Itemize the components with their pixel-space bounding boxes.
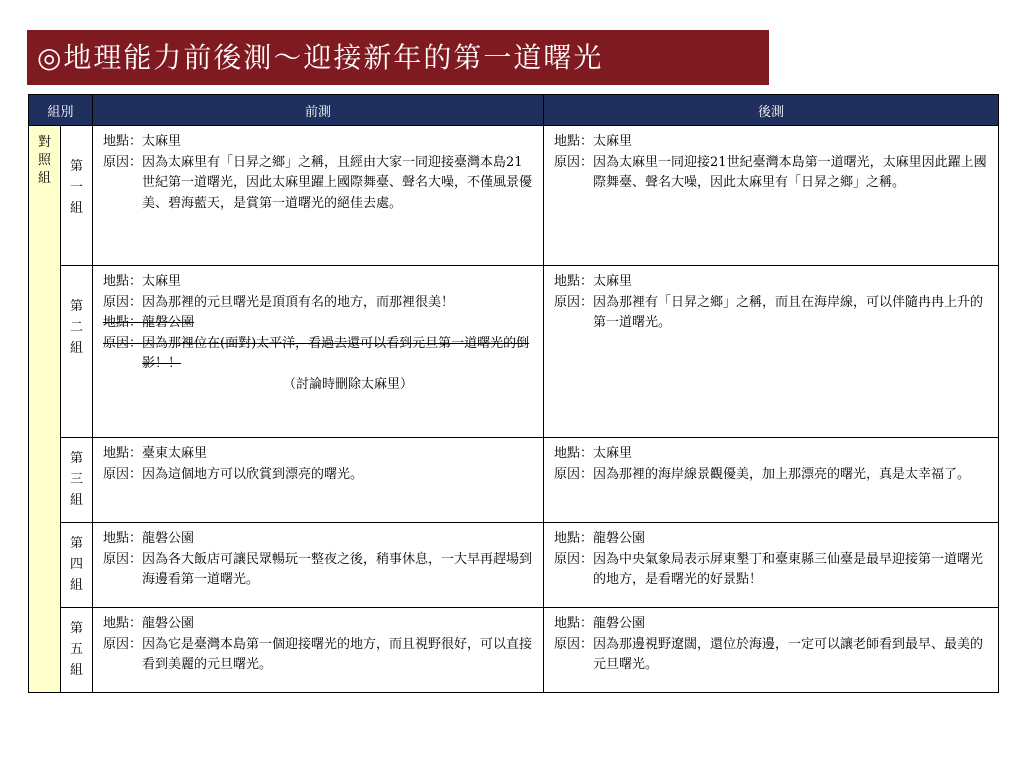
pre-place: 臺東太麻里 xyxy=(142,446,208,461)
pre-reason: 因為各大飯店可讓民眾暢玩一整夜之後，稍事休息，一大早再趕場到海邊看第一道曙光。 xyxy=(142,551,533,587)
group-label: 第 五 組 xyxy=(61,608,93,693)
pre-test-cell: 地點： 太麻里 原因： 因為那裡的元旦曙光是頂頂有名的地方，而那裡很美！ 地點： 龍磐公園 原因： 因為那裡位在(面對)太平洋，看過去還可以看到元旦第一道曙光的倒影！！ （討論時刪除太麻里） xyxy=(93,266,544,438)
page-title: ◎地理能力前後測～迎接新年的第一道曙光 xyxy=(27,30,769,85)
post-test-cell: 地點： 太麻里 原因： 因為那裡的海岸線景觀優美，加上那漂亮的曙光，真是太幸福了。 xyxy=(544,438,999,523)
post-place: 太麻里 xyxy=(593,274,633,289)
post-test-cell: 地點： 龍磐公園 原因： 因為那邊視野遼闊，還位於海邊，一定可以讓老師看到最早、最美的元旦曙光。 xyxy=(544,608,999,693)
table-row xyxy=(29,608,999,693)
post-place: 龍磐公園 xyxy=(593,616,646,631)
deleted-place-line: 地點： 龍磐公園 xyxy=(103,315,195,330)
table-row xyxy=(29,126,999,266)
header-post-test: 後測 xyxy=(544,95,999,126)
table-row xyxy=(29,523,999,608)
pre-place: 太麻里 xyxy=(142,274,182,289)
table-row xyxy=(29,266,999,438)
pre-reason: 因為太麻里有「日昇之鄉」之稱，且經由大家一同迎接臺灣本島21世紀第一道曙光，因此太麻里躍上國際舞臺、聲名大噪，不僅風景優美、碧海藍天，是賞第一道曙光的絕佳去處。 xyxy=(142,154,533,211)
post-reason: 因為中央氣象局表示屏東墾丁和臺東縣三仙臺是最早迎接第一道曙光的地方，是看曙光的好景點！ xyxy=(593,551,984,587)
pre-test-cell: 地點： 臺東太麻里 原因： 因為這個地方可以欣賞到漂亮的曙光。 xyxy=(93,438,544,523)
post-reason: 因為那邊視野遼闊，還位於海邊，一定可以讓老師看到最早、最美的元旦曙光。 xyxy=(593,636,984,672)
group-label: 第 三 組 xyxy=(61,438,93,523)
pre-place: 龍磐公園 xyxy=(142,616,195,631)
post-test-cell: 地點： 龍磐公園 原因： 因為中央氣象局表示屏東墾丁和臺東縣三仙臺是最早迎接第一道曙光的地方，是看曙光的好景點！ xyxy=(544,523,999,608)
post-test-cell: 地點： 太麻里 原因： 因為太麻里一同迎接21世紀臺灣本島第一道曙光，太麻里因此躍上國際舞臺、聲名大噪，因此太麻里有「日昇之鄉」之稱。 xyxy=(544,126,999,266)
post-reason: 因為太麻里一同迎接21世紀臺灣本島第一道曙光，太麻里因此躍上國際舞臺、聲名大噪，因此太麻里有「日昇之鄉」之稱。 xyxy=(593,154,987,190)
pre-place: 龍磐公園 xyxy=(142,531,195,546)
group-label: 第 二 組 xyxy=(61,266,93,438)
pre-place: 太麻里 xyxy=(142,134,182,149)
post-test-cell: 地點： 太麻里 原因： 因為那裡有「日昇之鄉」之稱，而且在海岸線，可以伴隨冉冉上升的第一道曙光。 xyxy=(544,266,999,438)
table-row xyxy=(29,438,999,523)
post-place: 太麻里 xyxy=(593,446,633,461)
pre-reason: 因為那裡的元旦曙光是頂頂有名的地方，而那裡很美！ xyxy=(142,294,455,310)
group-label: 第 一 組 xyxy=(61,126,93,266)
header-group: 組別 xyxy=(29,95,93,126)
header-pre-test: 前測 xyxy=(93,95,544,126)
pre-reason: 因為這個地方可以欣賞到漂亮的曙光。 xyxy=(142,466,364,482)
pre-test-cell: 地點： 龍磐公園 原因： 因為各大飯店可讓民眾暢玩一整夜之後，稍事休息，一大早再趕場到海邊看第一道曙光。 xyxy=(93,523,544,608)
pre-test-cell: 地點： 太麻里 原因： 因為太麻里有「日昇之鄉」之稱，且經由大家一同迎接臺灣本島21世紀第一道曙光，因此太麻里躍上國際舞臺、聲名大噪，不僅風景優美、碧海藍天，是賞第一道曙光的絕佳去處。 xyxy=(93,126,544,266)
table-header-row xyxy=(29,95,999,126)
post-place: 龍磐公園 xyxy=(593,531,646,546)
post-place: 太麻里 xyxy=(593,134,633,149)
deleted-reason-line: 原因： 因為那裡位在(面對)太平洋，看過去還可以看到元旦第一道曙光的倒影！！ xyxy=(103,335,530,371)
post-reason: 因為那裡有「日昇之鄉」之稱，而且在海岸線，可以伴隨冉冉上升的第一道曙光。 xyxy=(593,294,984,330)
group-label: 第 四 組 xyxy=(61,523,93,608)
control-group-cell: 對 照 組 xyxy=(29,126,61,693)
pre-reason: 因為它是臺灣本島第一個迎接曙光的地方，而且視野很好，可以直接看到美麗的元旦曙光。 xyxy=(142,636,533,672)
comparison-table xyxy=(28,94,999,693)
discussion-note: （討論時刪除太麻里） xyxy=(283,376,414,392)
post-reason: 因為那裡的海岸線景觀優美，加上那漂亮的曙光，真是太幸福了。 xyxy=(593,466,971,482)
pre-test-cell: 地點： 龍磐公園 原因： 因為它是臺灣本島第一個迎接曙光的地方，而且視野很好，可以直接看到美麗的元旦曙光。 xyxy=(93,608,544,693)
